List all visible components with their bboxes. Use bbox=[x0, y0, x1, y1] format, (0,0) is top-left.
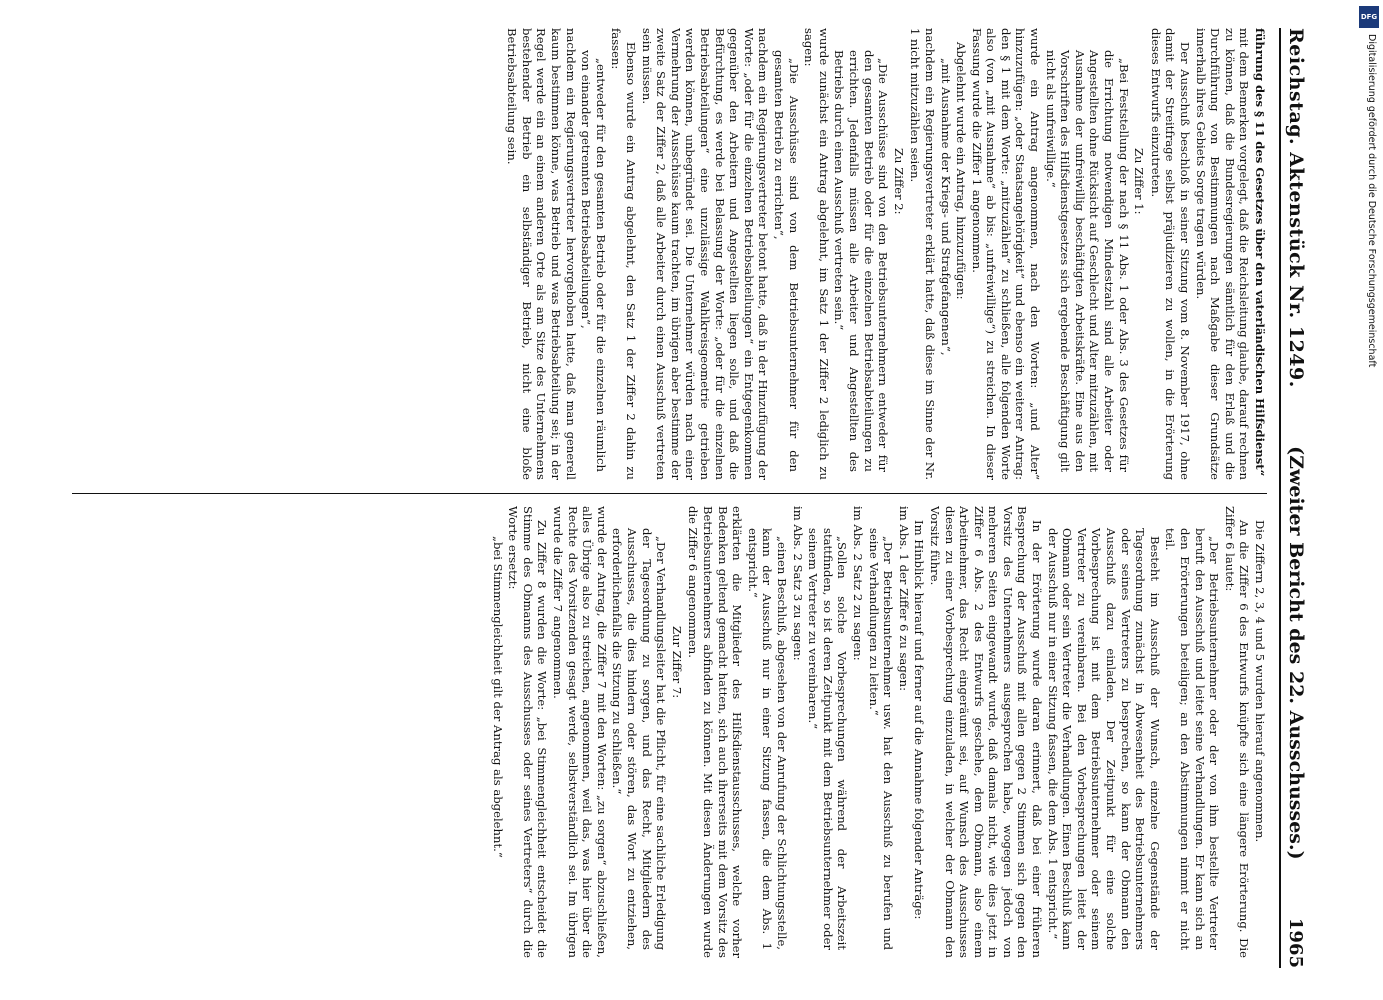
left-column-paragraph: nachdem ein Regierungsvertreter hervorgehoben hatte, daß man generell kaum bestimmen könne, was Betrieb und was Betriebsabteilung sei; in der Regel werde ein an einem anderen Orte als am Sitze des Unternehmens bestehender Betrieb ein selbständiger Betrieb, nicht eine bloße Betriebsabteilung sein. bbox=[505, 28, 578, 480]
right-column-paragraph: Zur Ziffer 7: bbox=[669, 626, 684, 699]
right-column-paragraph: Im Hinblick hierauf und ferner auf die Annahme folgender Anträge: bbox=[912, 520, 927, 920]
right-column-paragraph: „einen Beschluß, abgesehen von der Anrufung der Schlichtungsstelle, kann der Ausschuß nur in einer Sitzung fassen, die dem Abs. 1 entspricht.“ bbox=[745, 528, 789, 950]
left-column-paragraph: Zu Ziffer 2: bbox=[891, 148, 906, 215]
right-column-paragraph: „Der Verhandlungsleiter hat die Pflicht, für eine sachliche Erledigung der Tagesordnung zu sorgen, und das Recht, Mitgliedern des Ausschusses, die dies hindern oder stören, das Wort zu entziehen, erforderlichenfalls die Sitzung zu schließen.“ bbox=[610, 528, 669, 950]
right-column-paragraph: wurde der Antrag, die Ziffer 7 mit den Worten: „zu sorgen“ abzuschließen, alles Übrige also zu streichen, angenommen, weil das, was hier über die Rechte des Vorsitzenden gesagt werde, selbstverständlich sei. Im übrigen wurde die Ziffer 7 angenommen. bbox=[551, 506, 609, 958]
left-column-paragraph: „entweder für den gesamten Betrieb oder für die einzelnen räumlich von einander getrennten Betriebsabteilungen“, bbox=[579, 50, 608, 472]
header-subtitle: (Zweiter Bericht des 22. Ausschusses.) bbox=[1285, 446, 1307, 860]
right-column-paragraph: „bei Stimmengleichheit gilt der Antrag als abgelehnt.“ bbox=[490, 536, 505, 858]
stamp-text: Digitalisierung gefördert durch die Deutsche Forschungsgemeinschaft bbox=[1366, 34, 1377, 368]
left-column bbox=[67, 28, 1267, 480]
right-column-paragraph: Zu Ziffer 8 wurden die Worte: „bei Stimmengleichheit entscheidet die Stimme des Obmanns des Ausschusses oder seines Vertreters“ durch die Worte ersetzt: bbox=[506, 506, 550, 958]
left-column-paragraph: Der Ausschuß beschloß in seiner Sitzung vom 8. November 1917, ohne damit der Streitfrage selbst präjudizieren zu wollen, in die Erörterung dieses Entwurfs einzutreten. bbox=[1148, 28, 1193, 480]
left-column-paragraph: „mit Ausnahme der Kriegs- und Strafgefangenen“, bbox=[938, 58, 953, 356]
right-column-paragraph: An die Ziffer 6 des Entwurfs knüpfte sich eine längere Erörterung. Die Ziffer 6 lautet: bbox=[1222, 506, 1252, 958]
right-column-paragraph: „Der Betriebsunternehmer usw. hat den Ausschuß zu berufen und seine Verhandlungen zu leiten.“ bbox=[866, 528, 896, 950]
right-column-paragraph: In der Erörterung wurde daran erinnert, daß bei einer früheren Besprechung der Ausschuß mit allen gegen 2 Stimmen sich gegen den Vorsitz des Unternehmers ausgesprochen habe, wogegen jedoch von mehreren Seiten eingewandt wurde, daß damals nicht, wie dies jetzt in Ziffer 6 Abs. 2 des Entwurfs geschehe, dem Obmann, also einem Arbeitnehmer, das Recht eingeräumt sei, auf Wunsch des Ausschusses diesen zu einer Vorbesprechung einzuladen, in welcher der Obmann den Vorsitz führe. bbox=[927, 506, 1045, 958]
right-column-paragraph: im Abs. 1 der Ziffer 6 zu sagen: bbox=[896, 506, 911, 692]
dfg-logo: DFG bbox=[1359, 6, 1379, 28]
page-content bbox=[61, 28, 1321, 968]
left-column-paragraph: „Bei Feststellung der nach § 11 Abs. 1 oder Abs. 3 des Gesetzes für die Errichtung notwendigen Mindestzahl sind alle Arbeiter oder Angestellten ohne Rücksicht auf Geschlecht und Alter mitzuzählen, mit Ausnahme der unfreiwillig beschäftigten Arbeitskräfte. Eine aus den Vorschriften des Hilfsdienstgesetzes sich ergebende Beschäftigung gilt nicht als unfreiwillige.“ bbox=[1043, 50, 1131, 472]
column-divider bbox=[72, 493, 1267, 494]
page-header bbox=[1279, 28, 1313, 968]
left-column-paragraph: „Die Ausschüsse sind von dem Betriebsunternehmer für den gesamten Betrieb zu errichten“, bbox=[772, 50, 801, 472]
right-column-paragraph: Besteht im Ausschuß der Wunsch, einzelne Gegenstände der Tagesordnung zunächst in Abwesenheit des Betriebsunternehmers oder seines Vertreters zu besprechen, so kann der Obmann den Ausschuß dazu einladen. Der Zeitpunkt für eine solche Vorbesprechung ist mit dem Betriebsunternehmer oder seinem Vertreter zu vereinbaren. Bei den Vorbesprechungen leitet der Obmann oder sein Vertreter die Verhandlungen. Einen Beschluß kann der Ausschuß nur in einer Sitzung fassen, die dem Abs. 1 entspricht.“ bbox=[1045, 528, 1162, 950]
left-column-paragraph: nachdem ein Regierungsvertreter betont hatte, daß in der Hinzufügung der Worte: „oder für die einzelnen Betriebsabteilungen“ ein Entgegenkommen gegenüber den Arbeitern und Angestellten liegen solle, und daß die Befürchtung, es werde bei Belassung der Worte: „oder für die einzelnen Betriebsabteilungen“ eine unzulässige Wahlkreisgeometrie getrieben werden können, unbegründet sei. Die Unternehmer würden nach einer Vermehrung der Ausschüsse kaum trachten, im übrigen aber bestimme der zweite Satz der Ziffer 2, daß alle Arbeiter durch einen Ausschuß vertreten sein müssen. bbox=[639, 28, 771, 480]
left-column-paragraph: nachdem ein Regierungsvertreter erklärt hatte, daß diese im Sinne der Nr. 1 nicht mitzuzählen seien. bbox=[908, 28, 937, 480]
right-column bbox=[67, 506, 1267, 958]
right-column-paragraph: „Sollen solche Vorbesprechungen während der Arbeitszeit stattfinden, so ist deren Zeitpunkt mit dem Betriebsunternehmer oder seinem Vertreter zu vereinbaren.“ bbox=[806, 528, 850, 950]
left-column-paragraph: führung des § 11 des Gesetzes über den vaterländischen Hilfsdienst“ bbox=[1253, 28, 1267, 477]
left-column-paragraph: wurde ein Antrag angenommen, nach den Worten: „und Alter“ hinzuzufügen: „oder Staatsangehörigkeit“ und ebenso ein weiterer Antrag: den § 1 mit dem Worte: „mitzuzählen“ zu schließen, alle folgenden Worte also (von „mit Ausnahme“ ab bis: „unfreiwillige“) zu streichen. In dieser Fassung wurde die Ziffer 1 angenommen. bbox=[969, 28, 1043, 480]
digitization-stamp bbox=[1357, 6, 1379, 686]
left-column-paragraph: Abgelehnt wurde ein Antrag, hinzuzufügen: bbox=[954, 42, 969, 300]
right-column-paragraph: Die Ziffern 2, 3, 4 und 5 wurden hierauf angenommen. bbox=[1253, 520, 1267, 843]
page-number: 1965 bbox=[1285, 917, 1306, 968]
right-column-paragraph: erklärten die Mitglieder des Hilfsdienstausschusses, welche vorher Bedenken geltend gemacht hatten, sich auch ihrerseits mit dem Vorsitz des Betriebsunternehmers abfinden zu können. Mit diesen Änderungen wurde die Ziffer 6 angenommen. bbox=[686, 506, 745, 958]
left-column-paragraph: mit dem Bemerken vorgelegt, daß die Reichsleitung glaube, darauf rechnen zu können, daß die Bundesregierungen sämtlich für den Erlaß und die Durchführung von Bestimmungen nach Maßgabe dieser Grundsätze innerhalb ihres Gebiets Sorge tragen würden. bbox=[1193, 28, 1252, 480]
left-column-paragraph: Zu Ziffer 1: bbox=[1132, 148, 1147, 215]
right-column-paragraph: „Der Betriebsunternehmer oder der von ihm bestellte Vertreter beruft den Ausschuß und leitet seine Verhandlungen. Er kann sich an den Erörterungen beteiligen; an den Abstimmungen nimmt er nicht teil. bbox=[1163, 528, 1222, 950]
right-column-paragraph: im Abs. 2 Satz 3 zu sagen: bbox=[790, 506, 805, 661]
right-column-paragraph: im Abs. 2 Satz 2 zu sagen: bbox=[850, 506, 865, 661]
left-column-paragraph: wurde zunächst ein Antrag abgelehnt, im Satz 1 der Ziffer 2 lediglich zu sagen: bbox=[802, 28, 831, 480]
left-column-paragraph: „Die Ausschüsse sind von den Betriebsunternehmern entweder für den gesamten Betrieb oder für die einzelnen Betriebsabteilungen zu errichten. Jedenfalls müssen alle Arbeiter und Angestellten des Betriebs durch einen Ausschuß vertreten sein.“ bbox=[832, 50, 891, 472]
header-title: Reichstag. Aktenstück Nr. 1249. bbox=[1285, 28, 1307, 388]
left-column-paragraph: Ebenso wurde ein Antrag abgelehnt, den Satz 1 der Ziffer 2 dahin zu fassen: bbox=[609, 28, 639, 480]
